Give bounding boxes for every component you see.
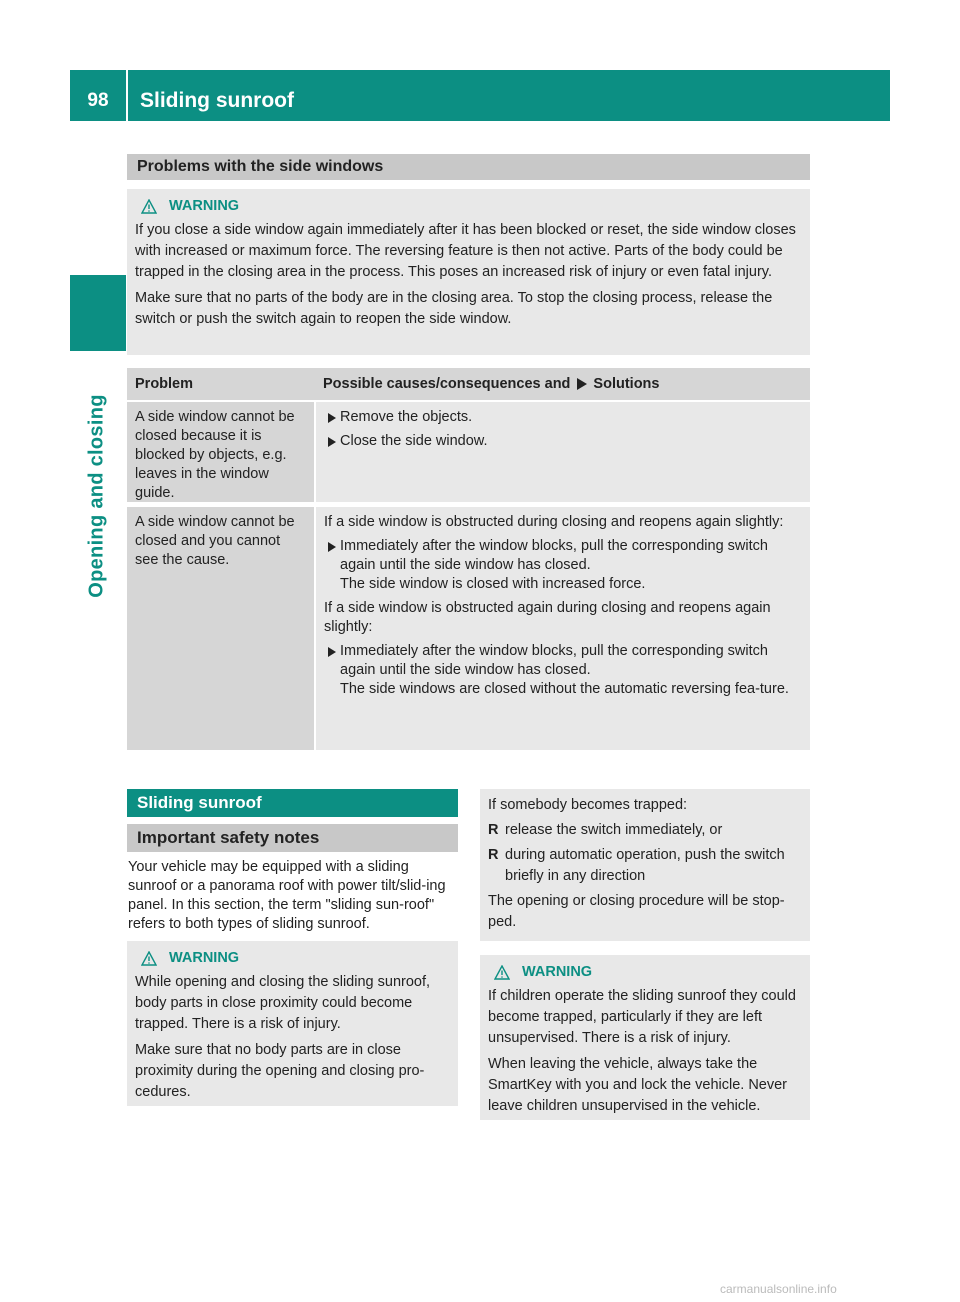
solution-step (340, 642, 802, 699)
table-cell-problem-1: A side window cannot be closed because it is blocked by objects, e.g. leaves in the window guide. (127, 402, 314, 502)
section-heading-side-windows: Problems with the side windows (127, 154, 810, 180)
list-item (488, 820, 802, 841)
arrow-right-icon (324, 541, 340, 553)
table-cell-problem-2: A side window cannot be closed and you cannot see the cause. (127, 507, 314, 750)
warning-triangle-icon (141, 199, 157, 214)
table-col-problem: Problem (135, 376, 194, 392)
table-cell-solution-1 (316, 402, 810, 502)
warning-text: While opening and closing the sliding sunroof, body parts in close proximity could become trapped. There is a risk of injury. (135, 974, 431, 1032)
arrow-right-icon (324, 436, 340, 448)
warning-triangle-icon (494, 965, 510, 980)
list-item (324, 537, 802, 594)
solution-step: Close the side window. (340, 433, 488, 449)
trapped-instructions-box (480, 789, 810, 941)
solution-step (340, 537, 802, 594)
table-col-solutions (323, 376, 659, 392)
trapped-intro: If somebody becomes trapped: (488, 797, 688, 813)
bullet-r-icon: R (488, 822, 499, 838)
solution-step-result: The side window is closed with increased force. (340, 576, 646, 592)
table-cell-solution-2 (316, 507, 810, 750)
solution-step-text: Immediately after the window blocks, pull the corresponding switch again until the side window has closed. (340, 538, 768, 573)
warning-label: WARNING (169, 197, 240, 214)
page-header (70, 70, 890, 121)
warning-instruction: When leaving the vehicle, always take the SmartKey with you and lock the vehicle. Never leave children unsupervised in the vehicle. (488, 1056, 787, 1114)
page-number: 98 (87, 90, 109, 111)
page-title: Sliding sunroof (140, 89, 294, 112)
warning-label: WARNING (169, 949, 240, 966)
warning-instruction: Make sure that no parts of the body are in the closing area. To stop the closing process, release the switch or push the switch again to reopen the side window. (135, 290, 773, 327)
warning-box-children (480, 955, 810, 1120)
arrow-right-icon (575, 377, 589, 391)
arrow-right-icon (324, 412, 340, 424)
solution-condition: If a side window is obstructed again during closing and reopens again slightly: (324, 600, 771, 635)
warning-instruction: Make sure that no body parts are in close proximity during the opening and closing pro-cedures. (135, 1042, 425, 1100)
table-header (127, 368, 810, 400)
bullet-text: during automatic operation, push the switch briefly in any direction (505, 847, 785, 884)
warning-box-sunroof (127, 941, 458, 1106)
sidebar-tab (70, 275, 126, 351)
warning-label: WARNING (522, 963, 593, 980)
solution-step-result: The side windows are closed without the automatic reversing fea-ture. (340, 681, 789, 697)
subsection-heading-safety-notes: Important safety notes (127, 824, 458, 852)
warning-text: If children operate the sliding sunroof they could become trapped, particularly if they are left unsupervised. There is a risk of injury. (488, 988, 796, 1046)
arrow-right-icon (324, 646, 340, 658)
header-divider (126, 70, 128, 121)
warning-title (135, 947, 450, 969)
list-item (324, 432, 802, 451)
warning-title (488, 961, 802, 983)
trapped-outro: The opening or closing procedure will be stop-ped. (488, 893, 785, 930)
solution-condition: If a side window is obstructed during closing and reopens again slightly: (324, 514, 784, 530)
list-item (324, 642, 802, 699)
warning-text: If you close a side window again immediately after it has been blocked or reset, the side window closes with increased or maximum force. The reversing feature is then not active. Parts of the body could be trapped in the closing area in the process. This poses an increased risk of injury or even fatal injury. (135, 222, 796, 280)
bullet-text: release the switch immediately, or (505, 822, 723, 838)
bullet-r-icon: R (488, 847, 499, 863)
warning-triangle-icon (141, 951, 157, 966)
solution-step-text: Immediately after the window blocks, pull the corresponding switch again until the side window has closed. (340, 643, 768, 678)
table-col-solutions-label: Possible causes/consequences and (323, 376, 571, 392)
intro-paragraph: Your vehicle may be equipped with a sliding sunroof or a panorama roof with power tilt/slid-ing panel. In this section, the term "sliding sun-roof" refers to both types of sliding sunroof. (128, 859, 446, 932)
section-heading-sliding-sunroof: Sliding sunroof (127, 789, 458, 817)
table-col-solutions-label-2: Solutions (593, 376, 660, 392)
sidebar-chapter-label (70, 366, 126, 626)
warning-title (135, 195, 802, 217)
list-item (488, 845, 802, 887)
list-item (324, 408, 802, 427)
footer-watermark: carmanualsonline.info (720, 1282, 837, 1296)
warning-box-side-windows (127, 189, 810, 355)
sidebar-chapter-text: Opening and closing (85, 394, 108, 598)
solution-step: Remove the objects. (340, 409, 473, 425)
